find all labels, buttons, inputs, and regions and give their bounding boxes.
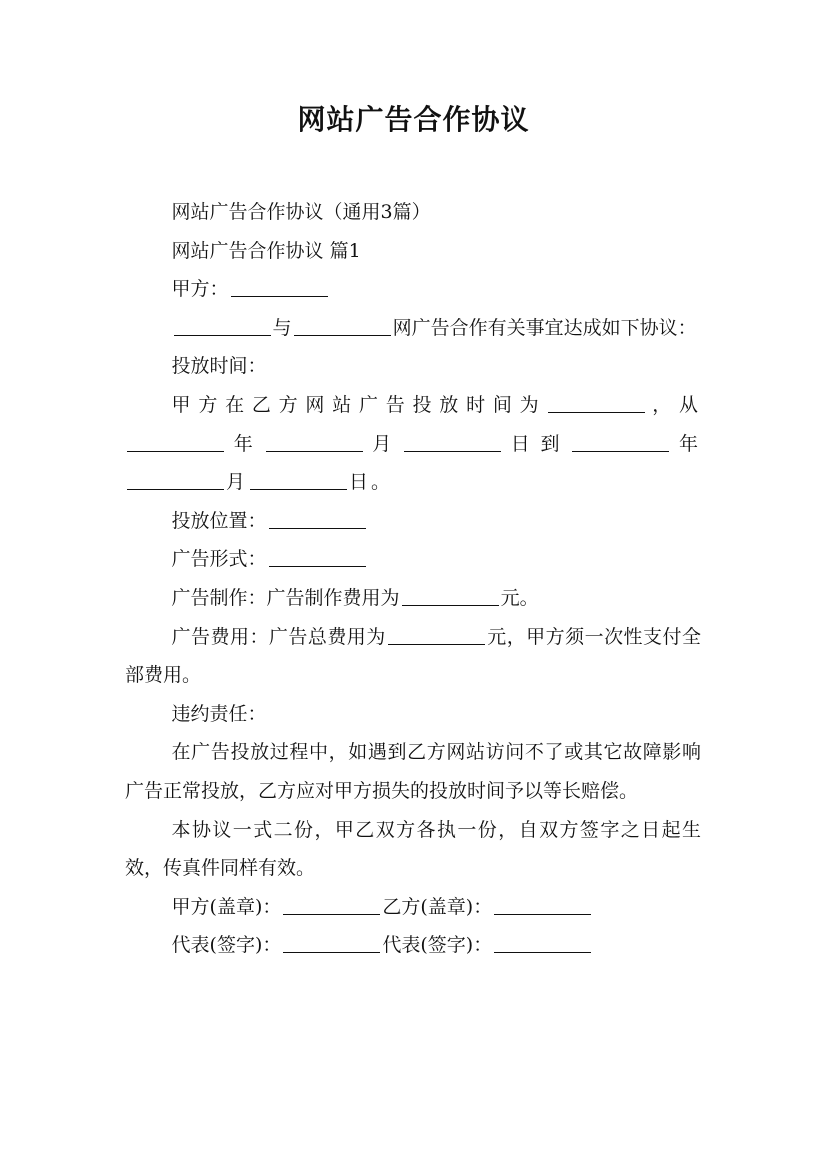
paragraph-text: 在广告投放过程中，如遇到乙方网站访问不了或其它故障影响广告正常投放，乙方应对甲方损失的投放时间予以等长赔偿。 bbox=[125, 741, 701, 802]
paragraph-text: 年 bbox=[226, 432, 264, 455]
paragraph-text: ，从 bbox=[647, 393, 701, 416]
paragraph-agreement-intro bbox=[125, 309, 701, 348]
blank-line bbox=[174, 316, 271, 336]
blank-line bbox=[266, 432, 363, 452]
paragraph-text: 甲方在乙方网站广告投放时间为 bbox=[171, 393, 547, 416]
label-party-a: 甲方： bbox=[171, 278, 229, 301]
paragraph-heading-time bbox=[125, 347, 701, 386]
paragraph-subtitle bbox=[125, 193, 701, 232]
paragraph-text: 网站广告合作协议（通用3篇） bbox=[171, 201, 431, 223]
paragraph-placement bbox=[125, 502, 701, 541]
paragraph-section-heading bbox=[125, 232, 701, 271]
label-ad-format: 广告形式： bbox=[171, 548, 267, 571]
paragraph-text: 网广告合作有关事宜达成如下协议： bbox=[392, 316, 697, 339]
paragraph-text: 月 bbox=[226, 471, 249, 494]
blank-line bbox=[250, 470, 347, 490]
paragraph-text: 日。 bbox=[349, 471, 394, 494]
paragraph-party-a bbox=[125, 270, 701, 309]
blank-line bbox=[494, 895, 591, 915]
blank-line bbox=[404, 432, 501, 452]
paragraph-text: 元，甲方须一次性支付全部费用。 bbox=[125, 625, 701, 687]
document-title: 网站广告合作协议 bbox=[297, 103, 530, 136]
paragraph-text: 违约责任： bbox=[171, 702, 267, 725]
paragraph-text: 年 bbox=[671, 432, 701, 455]
blank-line bbox=[127, 432, 224, 452]
blank-line bbox=[402, 586, 499, 606]
document-body bbox=[125, 193, 701, 965]
blank-line bbox=[231, 277, 328, 297]
paragraph-time-detail bbox=[125, 386, 701, 502]
blank-line bbox=[127, 470, 224, 490]
label-party-a-signature: 代表(签字)： bbox=[171, 934, 282, 957]
label-party-a-seal: 甲方(盖章)： bbox=[171, 895, 282, 918]
paragraph-text: 与 bbox=[272, 316, 292, 339]
paragraph-text: 日到 bbox=[503, 432, 571, 455]
paragraph-text: 月 bbox=[364, 432, 402, 455]
paragraph-seal bbox=[125, 888, 701, 927]
blank-line bbox=[388, 625, 485, 645]
blank-line bbox=[283, 895, 380, 915]
paragraph-text: 元。 bbox=[500, 586, 539, 609]
paragraph-production bbox=[125, 579, 701, 618]
paragraph-liability bbox=[125, 733, 701, 810]
blank-line bbox=[269, 547, 366, 567]
paragraph-fees bbox=[125, 618, 701, 695]
paragraph-heading-liability bbox=[125, 695, 701, 734]
blank-line bbox=[283, 933, 380, 953]
blank-line bbox=[294, 316, 391, 336]
paragraph-text: 网站广告合作协议 篇1 bbox=[171, 239, 361, 262]
blank-line bbox=[494, 933, 591, 953]
paragraph-text: 投放时间： bbox=[171, 355, 267, 378]
label-party-b-signature: 代表(签字)： bbox=[382, 934, 493, 957]
paragraph-copies bbox=[125, 811, 701, 888]
blank-line bbox=[269, 509, 366, 529]
paragraph-ad-format bbox=[125, 540, 701, 579]
paragraph-text: 广告费用：广告总费用为 bbox=[171, 625, 386, 648]
blank-line bbox=[548, 393, 645, 413]
blank-line bbox=[572, 432, 669, 452]
label-placement: 投放位置： bbox=[171, 509, 267, 532]
paragraph-text: 广告制作：广告制作费用为 bbox=[171, 586, 400, 609]
paragraph-signature bbox=[125, 926, 701, 965]
label-party-b-seal: 乙方(盖章)： bbox=[382, 895, 493, 918]
paragraph-text: 本协议一式二份，甲乙双方各执一份，自双方签字之日起生效，传真件同样有效。 bbox=[125, 818, 701, 880]
